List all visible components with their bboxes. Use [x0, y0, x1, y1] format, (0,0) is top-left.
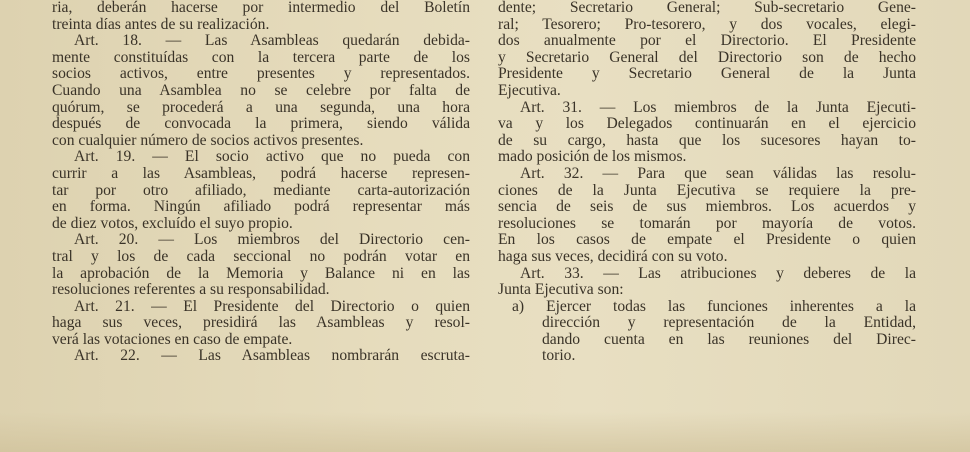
left-column-text-line: socios activos, entre presentes y representados.: [52, 66, 470, 83]
right-column-text-line: va y los Delegados continuarán en el ejercicio: [498, 116, 916, 133]
left-column-text-line: Cuando una Asamblea no se celebre por falta de: [52, 82, 470, 99]
right-column-text-line: En los casos de empate el Presidente o quien: [498, 232, 916, 249]
right-column-text-line: dente; Secretario General; Sub-secretario Gene-: [498, 0, 916, 16]
right-column-text-line: Junta Ejecutiva son:: [498, 282, 624, 299]
left-column-text-line: en forma. Ningún afiliado podrá representar más: [52, 199, 470, 216]
left-column-text-line: la aprobación de la Memoria y Balance ni en las: [52, 265, 470, 282]
right-column-text-line: Art. 33. — Las atribuciones y deberes de la: [520, 265, 916, 282]
left-column-text-line: de diez votos, excluído el suyo propio.: [52, 215, 293, 232]
right-column-text-line: Ejecutiva.: [498, 82, 561, 99]
right-column-text-line: dirección y representación de la Entidad,: [542, 315, 916, 332]
right-column-text-line: y Secretario General del Directorio son de hecho: [498, 49, 916, 66]
left-column-text-line: con cualquier número de socios activos presentes.: [52, 132, 364, 149]
right-column-text-line: dando cuenta en las reuniones del Direc-: [542, 331, 916, 348]
right-column-text-line: ral; Tesorero; Pro-tesorero, y dos vocales, elegi-: [498, 16, 916, 33]
left-column-text-line: Art. 22. — Las Asambleas nombrarán escruta-: [74, 348, 470, 365]
left-column-text-line: haga sus veces, presidirá las Asambleas y resol-: [52, 315, 470, 332]
left-column-text-line: ria, deberán hacerse por intermedio del Boletín: [52, 0, 470, 16]
left-column-text-line: Art. 18. — Las Asambleas quedarán debida-: [74, 33, 470, 50]
right-column-text-line: de su cargo, hasta que los sucesores hayan to-: [498, 132, 916, 149]
right-column-text-line: resoluciones se tomarán por mayoría de votos.: [498, 215, 916, 232]
right-column-text-line: mado posición de los mismos.: [498, 149, 687, 166]
left-column-text-line: Art. 21. — El Presidente del Directorio o quien: [74, 298, 470, 315]
right-column-text-line: haga sus veces, decidirá con su voto.: [498, 248, 728, 265]
right-column-text-line: sencia de seis de sus miembros. Los acuerdos y: [498, 199, 916, 216]
left-column-text-line: resoluciones referentes a su responsabilidad.: [52, 282, 330, 299]
right-column-text-line: torio.: [542, 348, 576, 365]
right-column-text-line: Art. 32. — Para que sean válidas las resolu-: [520, 165, 916, 182]
left-column-text-line: después de convocada la primera, siendo válida: [52, 116, 470, 133]
left-column-text-line: quórum, se procederá a una segunda, una hora: [52, 99, 470, 116]
left-column-text-line: tar por otro afiliado, mediante carta-autorización: [52, 182, 470, 199]
right-column-text-line: a) Ejercer todas las funciones inherentes a la: [512, 298, 916, 315]
right-column-text-line: ciones de la Junta Ejecutiva se requiere la pre-: [498, 182, 916, 199]
right-column-text-line: Art. 31. — Los miembros de la Junta Ejecuti-: [520, 99, 916, 116]
left-column-text-line: treinta días antes de su realización.: [52, 16, 270, 33]
right-column-text-line: dos anualmente por el Directorio. El Presidente: [498, 33, 916, 50]
page-shadow: [0, 412, 970, 452]
left-column-text-line: verá las votaciones en caso de empate.: [52, 331, 293, 348]
right-column-text-line: Presidente y Secretario General de la Junta: [498, 66, 916, 83]
left-column-text-line: mente constituídas con la tercera parte de los: [52, 49, 470, 66]
left-column: [52, 0, 470, 365]
left-column-text-line: Art. 19. — El socio activo que no pueda con: [74, 149, 470, 166]
right-column: [498, 0, 916, 365]
left-column-text-line: currir a las Asambleas, podrá hacerse represen-: [52, 165, 470, 182]
left-column-text-line: Art. 20. — Los miembros del Directorio cen-: [74, 232, 470, 249]
left-column-text-line: tral y los de cada seccional no podrán votar en: [52, 248, 470, 265]
